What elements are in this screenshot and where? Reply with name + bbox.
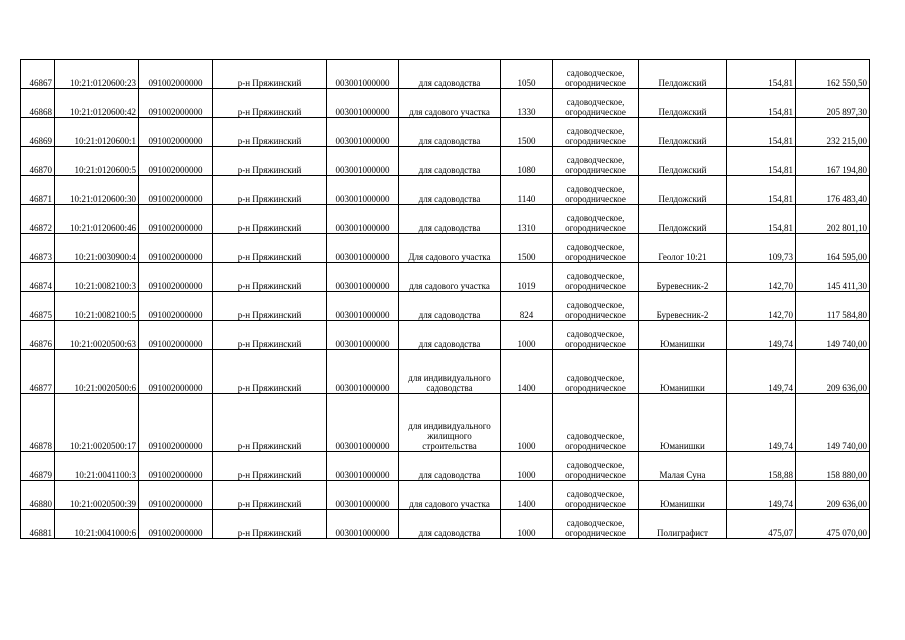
land-plot-table: [20, 59, 870, 539]
okato-code-cell: 091002000000: [139, 481, 213, 510]
permitted-use-cell: Для садового участка: [399, 234, 501, 263]
okato-code-cell: 091002000000: [139, 205, 213, 234]
record-number-cell: 46879: [21, 452, 55, 481]
location-cell: Геолог 10:21: [639, 234, 727, 263]
location-cell: Пелдожский: [639, 60, 727, 89]
location-cell: Малая Суна: [639, 452, 727, 481]
cadastral-number-cell: 10:21:0120600:30: [55, 176, 139, 205]
table-row: [21, 350, 870, 394]
category-code-cell: 003001000000: [327, 147, 399, 176]
cadastral-value-cell: 167 194,80: [796, 147, 870, 176]
cadastral-number-cell: 10:21:0120600:23: [55, 60, 139, 89]
land-category-cell: садоводческое, огородническое: [553, 147, 639, 176]
okato-code-cell: 091002000000: [139, 89, 213, 118]
location-cell: Юманишки: [639, 350, 727, 394]
table-row: [21, 394, 870, 452]
table-row: [21, 292, 870, 321]
category-code-cell: 003001000000: [327, 292, 399, 321]
okato-code-cell: 091002000000: [139, 321, 213, 350]
permitted-use-cell: для садового участка: [399, 481, 501, 510]
okato-code-cell: 091002000000: [139, 452, 213, 481]
specific-value-cell: 142,70: [727, 263, 796, 292]
land-category-cell: садоводческое, огородническое: [553, 89, 639, 118]
permitted-use-cell: для садоводства: [399, 452, 501, 481]
cadastral-number-cell: 10:21:0041000:6: [55, 510, 139, 539]
district-cell: р-н Пряжинский: [213, 481, 327, 510]
specific-value-cell: 158,88: [727, 452, 796, 481]
cadastral-number-cell: 10:21:0030900:4: [55, 234, 139, 263]
area-cell: 824: [501, 292, 553, 321]
district-cell: р-н Пряжинский: [213, 89, 327, 118]
land-category-cell: садоводческое, огородническое: [553, 176, 639, 205]
cadastral-number-cell: 10:21:0020500:39: [55, 481, 139, 510]
okato-code-cell: 091002000000: [139, 394, 213, 452]
category-code-cell: 003001000000: [327, 481, 399, 510]
location-cell: Пелдожский: [639, 147, 727, 176]
location-cell: Юманишки: [639, 321, 727, 350]
record-number-cell: 46873: [21, 234, 55, 263]
cadastral-value-cell: 162 550,50: [796, 60, 870, 89]
permitted-use-cell: для садоводства: [399, 321, 501, 350]
location-cell: Юманишки: [639, 394, 727, 452]
table-row: [21, 234, 870, 263]
cadastral-number-cell: 10:21:0082100:3: [55, 263, 139, 292]
land-category-cell: садоводческое, огородническое: [553, 263, 639, 292]
cadastral-value-cell: 176 483,40: [796, 176, 870, 205]
permitted-use-cell: для садоводства: [399, 292, 501, 321]
permitted-use-cell: для садового участка: [399, 263, 501, 292]
district-cell: р-н Пряжинский: [213, 394, 327, 452]
location-cell: Пелдожский: [639, 176, 727, 205]
record-number-cell: 46871: [21, 176, 55, 205]
cadastral-value-cell: 158 880,00: [796, 452, 870, 481]
land-category-cell: садоводческое, огородническое: [553, 234, 639, 263]
record-number-cell: 46875: [21, 292, 55, 321]
district-cell: р-н Пряжинский: [213, 118, 327, 147]
cadastral-number-cell: 10:21:0120600:46: [55, 205, 139, 234]
category-code-cell: 003001000000: [327, 60, 399, 89]
cadastral-value-cell: 475 070,00: [796, 510, 870, 539]
land-category-cell: садоводческое, огородническое: [553, 292, 639, 321]
cadastral-value-cell: 202 801,10: [796, 205, 870, 234]
specific-value-cell: 109,73: [727, 234, 796, 263]
permitted-use-cell: для садоводства: [399, 118, 501, 147]
table-row: [21, 481, 870, 510]
okato-code-cell: 091002000000: [139, 60, 213, 89]
okato-code-cell: 091002000000: [139, 510, 213, 539]
okato-code-cell: 091002000000: [139, 234, 213, 263]
area-cell: 1000: [501, 510, 553, 539]
table-row: [21, 321, 870, 350]
specific-value-cell: 149,74: [727, 394, 796, 452]
permitted-use-cell: для садоводства: [399, 176, 501, 205]
district-cell: р-н Пряжинский: [213, 147, 327, 176]
category-code-cell: 003001000000: [327, 205, 399, 234]
area-cell: 1000: [501, 321, 553, 350]
record-number-cell: 46867: [21, 60, 55, 89]
cadastral-value-cell: 209 636,00: [796, 481, 870, 510]
record-number-cell: 46877: [21, 350, 55, 394]
district-cell: р-н Пряжинский: [213, 510, 327, 539]
permitted-use-cell: для индивидуального садоводства: [399, 350, 501, 394]
specific-value-cell: 154,81: [727, 205, 796, 234]
area-cell: 1019: [501, 263, 553, 292]
record-number-cell: 46878: [21, 394, 55, 452]
location-cell: Юманишки: [639, 481, 727, 510]
area-cell: 1140: [501, 176, 553, 205]
okato-code-cell: 091002000000: [139, 292, 213, 321]
table-row: [21, 176, 870, 205]
land-category-cell: садоводческое, огородническое: [553, 118, 639, 147]
land-category-cell: садоводческое, огородническое: [553, 60, 639, 89]
table-row: [21, 452, 870, 481]
area-cell: 1000: [501, 394, 553, 452]
table-row: [21, 60, 870, 89]
record-number-cell: 46870: [21, 147, 55, 176]
specific-value-cell: 154,81: [727, 60, 796, 89]
location-cell: Буревесник-2: [639, 263, 727, 292]
specific-value-cell: 149,74: [727, 481, 796, 510]
location-cell: Полиграфист: [639, 510, 727, 539]
cadastral-number-cell: 10:21:0041100:3: [55, 452, 139, 481]
cadastral-number-cell: 10:21:0120600:5: [55, 147, 139, 176]
category-code-cell: 003001000000: [327, 118, 399, 147]
district-cell: р-н Пряжинский: [213, 234, 327, 263]
category-code-cell: 003001000000: [327, 350, 399, 394]
okato-code-cell: 091002000000: [139, 147, 213, 176]
category-code-cell: 003001000000: [327, 321, 399, 350]
record-number-cell: 46872: [21, 205, 55, 234]
location-cell: Пелдожский: [639, 89, 727, 118]
land-category-cell: садоводческое, огородническое: [553, 481, 639, 510]
specific-value-cell: 154,81: [727, 147, 796, 176]
table-row: [21, 147, 870, 176]
permitted-use-cell: для индивидуального жилищного строительства: [399, 394, 501, 452]
category-code-cell: 003001000000: [327, 234, 399, 263]
district-cell: р-н Пряжинский: [213, 350, 327, 394]
land-category-cell: садоводческое, огородническое: [553, 510, 639, 539]
specific-value-cell: 149,74: [727, 321, 796, 350]
area-cell: 1080: [501, 147, 553, 176]
cadastral-number-cell: 10:21:0020500:6: [55, 350, 139, 394]
area-cell: 1050: [501, 60, 553, 89]
area-cell: 1310: [501, 205, 553, 234]
district-cell: р-н Пряжинский: [213, 263, 327, 292]
table-row: [21, 89, 870, 118]
area-cell: 1400: [501, 481, 553, 510]
land-category-cell: садоводческое, огородническое: [553, 394, 639, 452]
cadastral-number-cell: 10:21:0020500:63: [55, 321, 139, 350]
category-code-cell: 003001000000: [327, 510, 399, 539]
table-row: [21, 510, 870, 539]
table-body: [21, 60, 870, 539]
table-row: [21, 205, 870, 234]
record-number-cell: 46880: [21, 481, 55, 510]
record-number-cell: 46874: [21, 263, 55, 292]
cadastral-number-cell: 10:21:0020500:17: [55, 394, 139, 452]
area-cell: 1330: [501, 89, 553, 118]
area-cell: 1400: [501, 350, 553, 394]
category-code-cell: 003001000000: [327, 89, 399, 118]
cadastral-value-cell: 117 584,80: [796, 292, 870, 321]
cadastral-value-cell: 145 411,30: [796, 263, 870, 292]
district-cell: р-н Пряжинский: [213, 321, 327, 350]
okato-code-cell: 091002000000: [139, 263, 213, 292]
permitted-use-cell: для садоводства: [399, 60, 501, 89]
land-category-cell: садоводческое, огородническое: [553, 205, 639, 234]
record-number-cell: 46869: [21, 118, 55, 147]
location-cell: Буревесник-2: [639, 292, 727, 321]
cadastral-value-cell: 149 740,00: [796, 321, 870, 350]
table-row: [21, 118, 870, 147]
okato-code-cell: 091002000000: [139, 176, 213, 205]
specific-value-cell: 142,70: [727, 292, 796, 321]
district-cell: р-н Пряжинский: [213, 452, 327, 481]
permitted-use-cell: для садового участка: [399, 89, 501, 118]
cadastral-value-cell: 164 595,00: [796, 234, 870, 263]
permitted-use-cell: для садоводства: [399, 147, 501, 176]
cadastral-number-cell: 10:21:0120600:1: [55, 118, 139, 147]
category-code-cell: 003001000000: [327, 176, 399, 205]
specific-value-cell: 149,74: [727, 350, 796, 394]
category-code-cell: 003001000000: [327, 452, 399, 481]
category-code-cell: 003001000000: [327, 394, 399, 452]
specific-value-cell: 154,81: [727, 176, 796, 205]
cadastral-value-cell: 209 636,00: [796, 350, 870, 394]
district-cell: р-н Пряжинский: [213, 292, 327, 321]
cadastral-number-cell: 10:21:0120600:42: [55, 89, 139, 118]
specific-value-cell: 154,81: [727, 89, 796, 118]
land-category-cell: садоводческое, огородническое: [553, 350, 639, 394]
district-cell: р-н Пряжинский: [213, 60, 327, 89]
category-code-cell: 003001000000: [327, 263, 399, 292]
record-number-cell: 46868: [21, 89, 55, 118]
cadastral-value-cell: 232 215,00: [796, 118, 870, 147]
okato-code-cell: 091002000000: [139, 350, 213, 394]
district-cell: р-н Пряжинский: [213, 205, 327, 234]
area-cell: 1500: [501, 234, 553, 263]
permitted-use-cell: для садоводства: [399, 510, 501, 539]
land-category-cell: садоводческое, огородническое: [553, 321, 639, 350]
okato-code-cell: 091002000000: [139, 118, 213, 147]
land-category-cell: садоводческое, огородническое: [553, 452, 639, 481]
specific-value-cell: 475,07: [727, 510, 796, 539]
cadastral-value-cell: 205 897,30: [796, 89, 870, 118]
record-number-cell: 46876: [21, 321, 55, 350]
location-cell: Пелдожский: [639, 118, 727, 147]
cadastral-value-cell: 149 740,00: [796, 394, 870, 452]
record-number-cell: 46881: [21, 510, 55, 539]
permitted-use-cell: для садоводства: [399, 205, 501, 234]
location-cell: Пелдожский: [639, 205, 727, 234]
specific-value-cell: 154,81: [727, 118, 796, 147]
area-cell: 1500: [501, 118, 553, 147]
area-cell: 1000: [501, 452, 553, 481]
district-cell: р-н Пряжинский: [213, 176, 327, 205]
table-row: [21, 263, 870, 292]
cadastral-number-cell: 10:21:0082100:5: [55, 292, 139, 321]
